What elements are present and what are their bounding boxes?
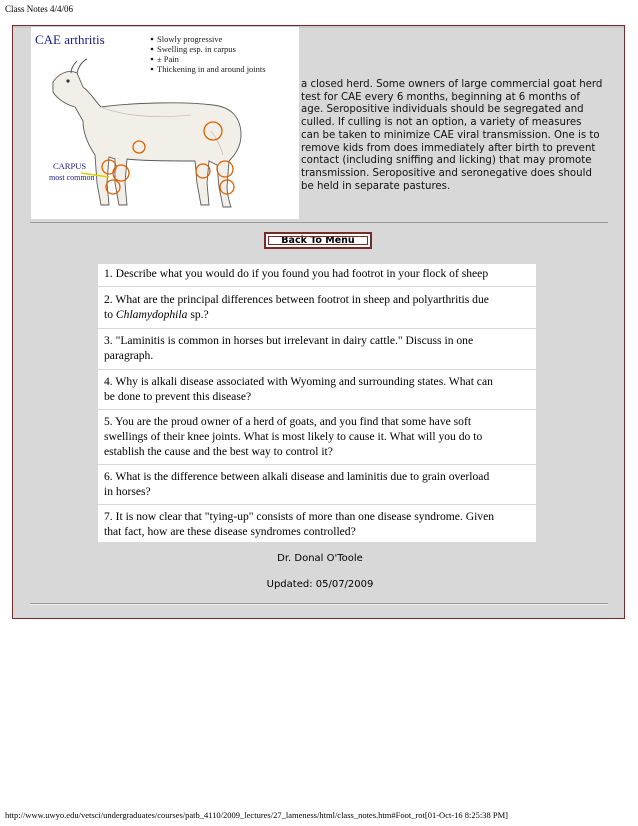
question-2 [104, 292, 534, 322]
cae-arthritis-figure [31, 27, 299, 219]
paragraph-line: can be taken to minimize CAE viral transmission. One is to [301, 129, 600, 141]
paragraph-line: transmission. Seropositive and seronegative does should [301, 167, 592, 179]
question-line: 5. You are the proud owner of a herd of goats, and you find that some have soft [104, 415, 472, 428]
question-4 [104, 374, 534, 404]
question-5 [104, 414, 534, 460]
source-url: http://www.uwyo.edu/vetsci/undergraduates/courses/patb_4110/2009_lectures/27_lameness/html/class_notes.htm#Foot_rot[01-Oct-16 8:25:38 PM] [5, 810, 508, 820]
back-to-menu-label: Back To Menu [281, 235, 355, 246]
paragraph-line: age. Seropositive individuals should be segregated and [301, 104, 584, 116]
figure-title: CAE arthritis [35, 32, 105, 47]
question-line: be done to prevent this disease? [104, 390, 252, 404]
question-line: establish the cause and the best way to control it? [104, 445, 333, 459]
figure-bullet: Swelling esp. in carpus [157, 44, 236, 54]
question-6 [104, 469, 534, 499]
question-line: in horses? [104, 485, 151, 499]
back-to-menu-button[interactable] [264, 232, 372, 249]
question-line-italic: to Chlamydophila sp.? [104, 308, 209, 322]
question-7 [104, 509, 534, 539]
updated-date: Updated: 05/07/2009 [266, 579, 374, 590]
carpus-label: CARPUS [53, 161, 87, 171]
question-line: 7. It is now clear that "tying-up" consists of more than one disease syndrome. Given [104, 510, 495, 523]
divider [30, 222, 608, 223]
question-line: paragraph. [104, 349, 154, 363]
cae-paragraph [301, 79, 606, 193]
question-line: 3. "Laminitis is common in horses but irrelevant in dairy cattle." Discuss in one [104, 334, 474, 347]
paragraph-line: remove kids from does immediately after birth to prevent [301, 142, 596, 154]
document-header: Class Notes 4/4/06 [5, 4, 74, 14]
question-line: 4. Why is alkali disease associated with Wyoming and surrounding states. What can [104, 375, 493, 388]
figure-bullet: ± Pain [157, 54, 179, 64]
question-1 [104, 266, 534, 281]
goat-illustration [31, 27, 299, 219]
carpus-note: most common [49, 173, 95, 182]
divider [30, 603, 608, 605]
question-3 [104, 333, 534, 363]
paragraph-line: contact (including sniffing and licking) that may promote [301, 155, 592, 167]
author-name: Dr. Donal O'Toole [277, 553, 363, 564]
figure-bullet: Thickening in and around joints [157, 64, 266, 74]
question-line: 6. What is the difference between alkali disease and laminitis due to grain overload [104, 470, 490, 483]
study-questions [98, 264, 536, 542]
question-line: that fact, how are these disease syndromes controlled? [104, 525, 356, 539]
paragraph-line: culled. If culling is not an option, a variety of measures [301, 117, 582, 129]
question-line: swellings of their knee joints. What is most likely to cause it. What will you do to [104, 430, 483, 444]
question-line: 2. What are the principal differences between footrot in sheep and polyarthritis due [104, 293, 489, 306]
paragraph-line: test for CAE every 6 months, beginning at 6 months of [301, 91, 580, 103]
paragraph-line: be held in separate pastures. [301, 180, 451, 192]
goat-drawing [53, 59, 241, 207]
paragraph-line: a closed herd. Some owners of large commercial goat herd [301, 79, 603, 90]
question-line: 1. Describe what you would do if you found you had footrot in your flock of sheep [104, 267, 489, 280]
figure-bullet: Slowly progressive [157, 34, 223, 44]
